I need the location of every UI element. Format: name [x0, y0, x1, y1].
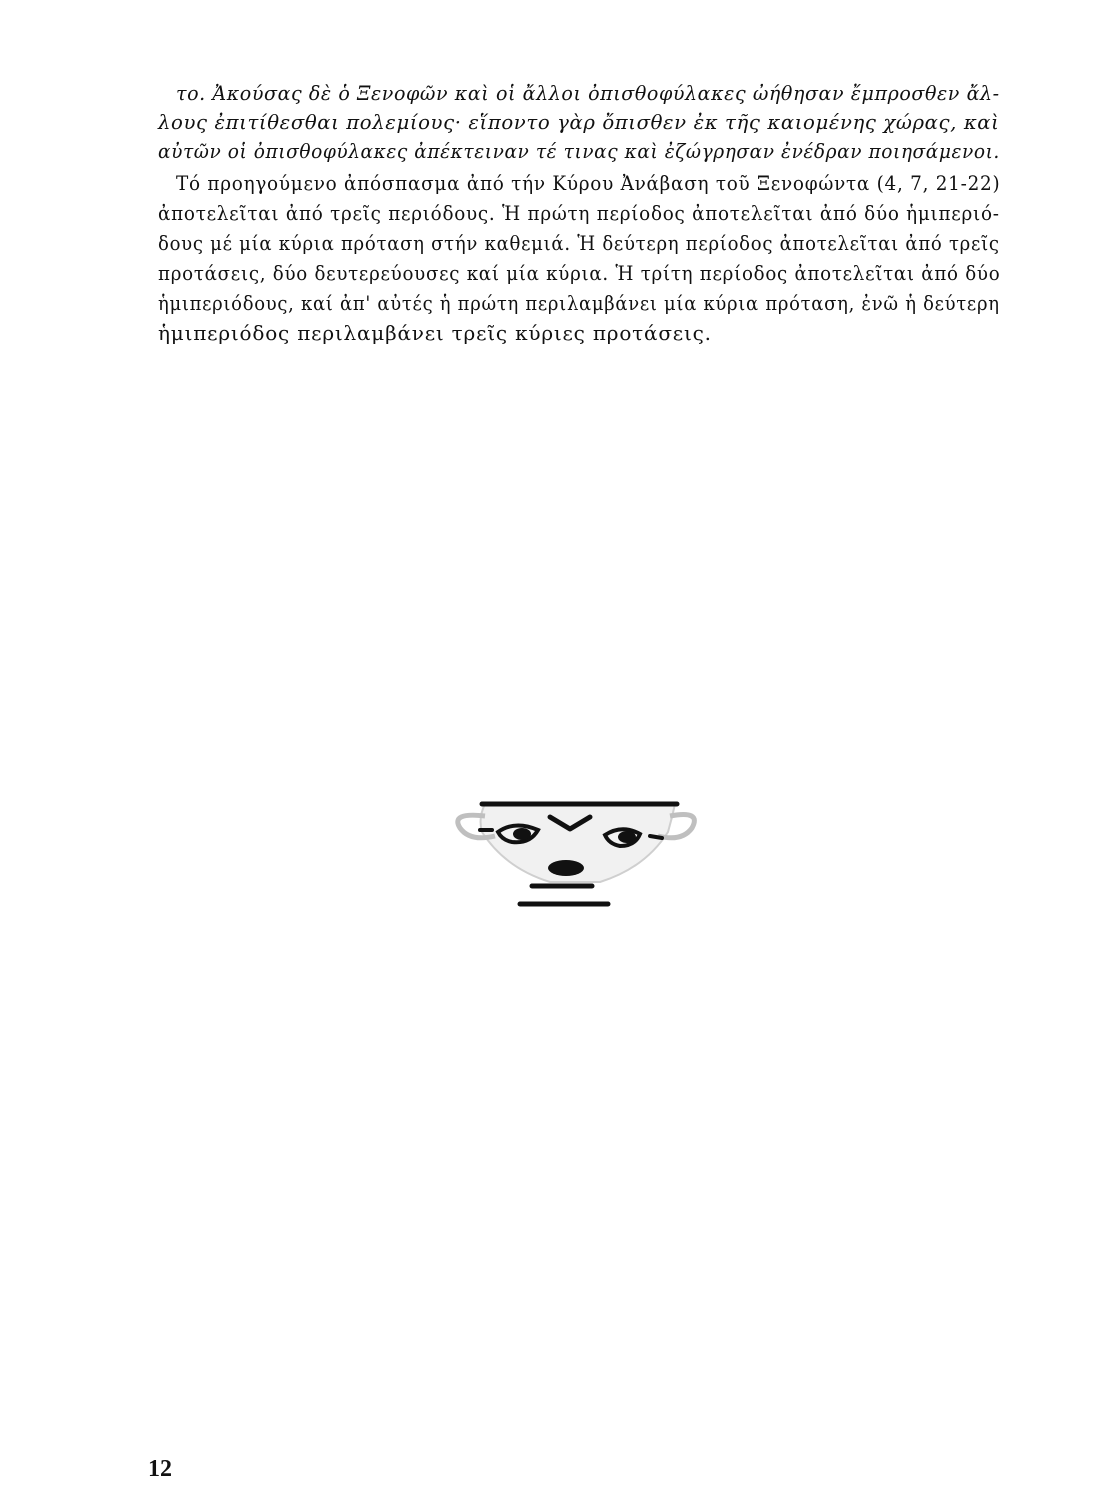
- paragraph-line-3: δους μέ μία κύρια πρόταση στήν καθεμιά. Ἡ δεύτερη περίοδος ἀποτελεῖται ἀπό τρεῖς: [158, 231, 1000, 255]
- quote-line-1: το. Ἀκούσας δὲ ὁ Ξενοφῶν καὶ οἱ ἄλλοι ὀπισθοφύλακες ὠήθησαν ἔμπροσθεν ἄλ-: [176, 81, 1000, 105]
- quote-line-2: λους ἐπιτίθεσθαι πολεμίους· εἵποντο γὰρ ὄπισθεν ἐκ τῆς καιομένης χώρας, καὶ: [158, 110, 1000, 134]
- paragraph-line-5: ἡμιπεριόδους, καί ἀπ' αὐτές ἡ πρώτη περιλαμβάνει μία κύρια πρόταση, ἐνῶ ἡ δεύτερη: [158, 291, 1000, 315]
- paragraph-line-2: ἀποτελεῖται ἀπό τρεῖς περιόδους. Ἡ πρώτη περίοδος ἀποτελεῖται ἀπό δύο ἡμιπεριό-: [158, 201, 1000, 225]
- page-number: 12: [148, 1456, 172, 1482]
- paragraph-line-6: ἡμιπεριόδος περιλαμβάνει τρεῖς κύριες προτάσεις.: [158, 321, 712, 345]
- paragraph-line-1: Τό προηγούμενο ἀπόσπασμα ἀπό τήν Κύρου Ἀνάβαση τοῦ Ξενοφώντα (4, 7, 21-22): [176, 171, 1001, 195]
- eye-cup-face-icon: [440, 790, 710, 920]
- paragraph-line-4: προτάσεις, δύο δευτερεύουσες καί μία κύρια. Ἡ τρίτη περίοδος ἀποτελεῖται ἀπό δύο: [158, 261, 1001, 285]
- quote-line-3: αὐτῶν οἱ ὀπισθοφύλακες ἀπέκτειναν τέ τινας καὶ ἐζώγρησαν ἐνέδραν ποιησάμενοι.: [158, 139, 1000, 163]
